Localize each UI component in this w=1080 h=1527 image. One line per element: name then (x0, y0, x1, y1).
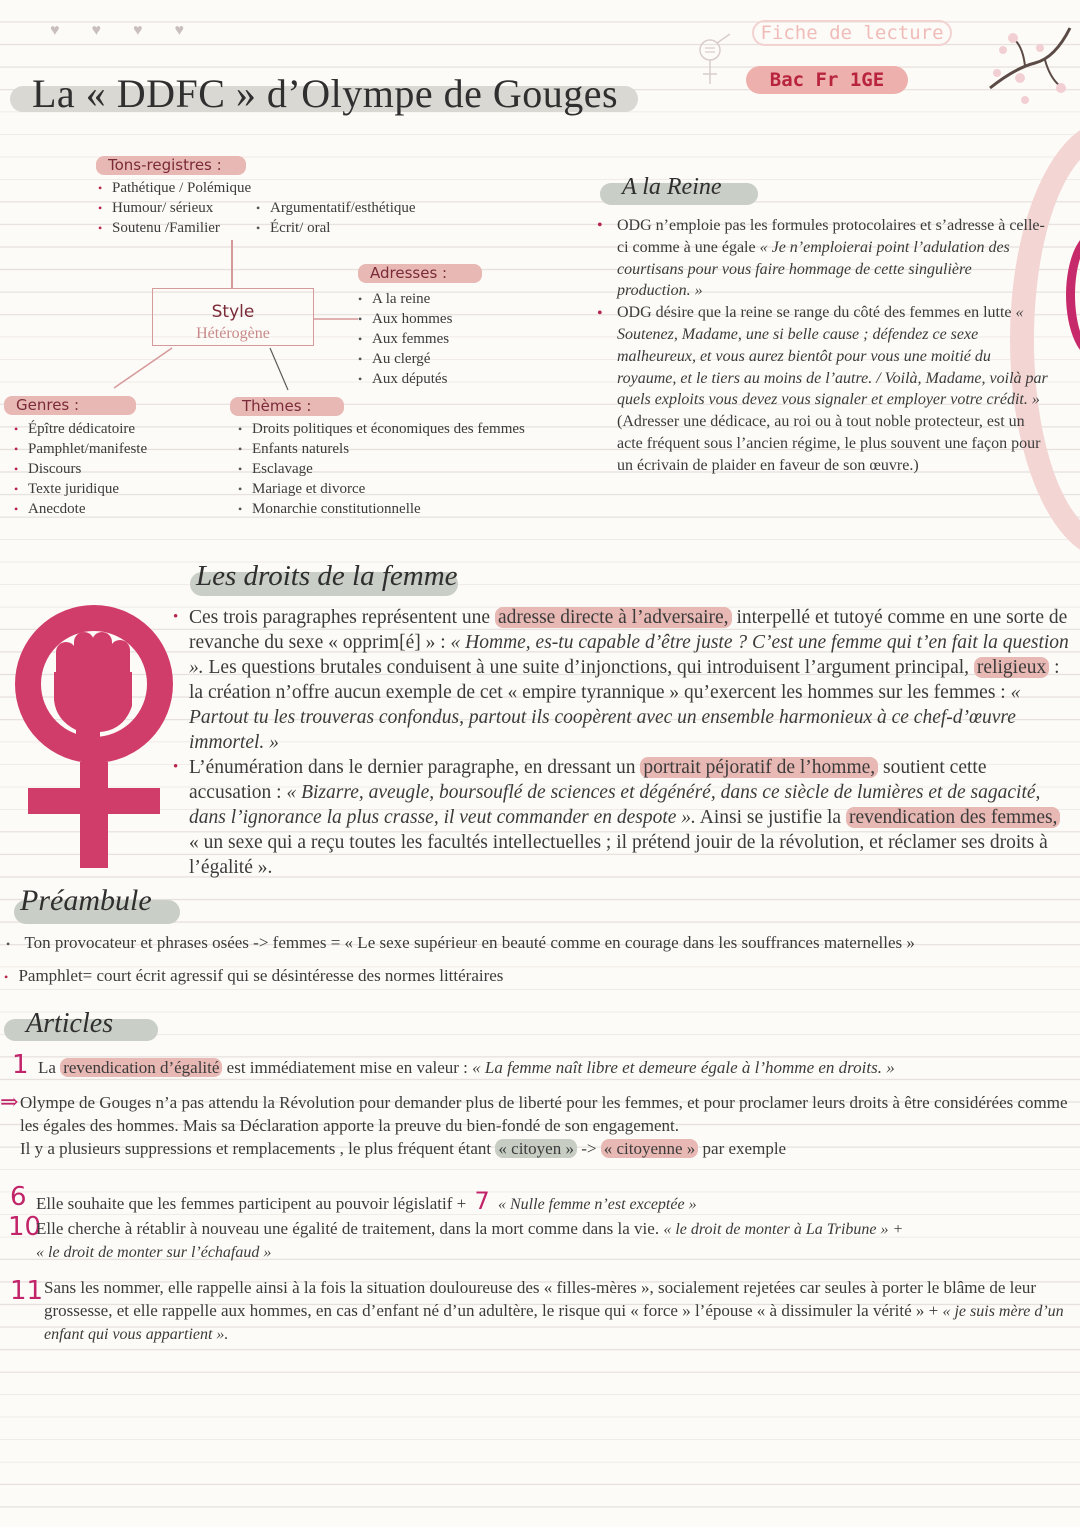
droits-title: Les droits de la femme (196, 560, 458, 592)
genre-item: • Pamphlet/manifeste (14, 439, 147, 459)
number: 10 (8, 1212, 42, 1242)
reine-p1-quote: « Je n’emploierai point l’adulation des courtisans pour vous faire hommage de cette singulière production. » (617, 238, 1010, 300)
feminist-fist-icon (14, 602, 174, 870)
quote: « je suis mère d’un enfant qui vous appartient ». (44, 1302, 1064, 1343)
preambule-text: Pamphlet= court écrit agressif qui se désintéresse des normes littéraires (18, 966, 504, 985)
reine-p2-quote: « Soutenez, Madame, une si belle cause ; défendez ce sexe malheureux, et vous aurez bientôt pour vous une moitié du royaume, et le tiers au moins de l’autre. / Voilà, Madame, voilà par quels exploits vous devez vous signaler et employer votre crédit. » (617, 304, 1048, 409)
tons-list-2 (256, 198, 416, 238)
theme-item: • Enfants naturels (238, 439, 525, 459)
bullet-icon: • (597, 217, 603, 234)
reine-p2-note: (Adresser une dédicace, au roi ou à tout noble protecteur, est un acte fréquent sous l’ancien régime, le plus souvent une façon pour un écrivain de plaider en faveur de son œuvre.) (617, 413, 1041, 474)
tons-item: • Humour/ sérieux (98, 198, 251, 218)
reine-p1-text: ODG n’emploie pas les formules protocolaires et s’adresse à celle-ci comme à une égale (617, 217, 1045, 256)
number: 6 (10, 1182, 27, 1212)
adresse-item: • Au clergé (358, 349, 452, 369)
text: interpellé et tutoyé comme en une sorte de revanche du sexe « opprim[é] » : (189, 607, 1068, 653)
bullet-icon: • (6, 937, 11, 951)
text: Les questions brutales conduisent à une suite d’injonctions, qui introduisent l’argument principal, (208, 657, 970, 678)
text: Ces trois paragraphes représentent une (189, 607, 491, 628)
number: 11 (10, 1276, 44, 1306)
quote: « La femme naît libre et demeure égale à l’homme en droits. » (472, 1058, 895, 1077)
highlight: revendication des femmes, (846, 807, 1060, 828)
article-2-text: Olympe de Gouges n’a pas attendu la Révolution pour demander plus de liberté pour les femmes, et pour proclamer leurs droits à être considérées comme les égales des hommes. Mais sa Déclaration apporte la preuve du bien-fondé de son engagement. (20, 1093, 1068, 1135)
reine-p2-text: ODG désire que la reine se range du côté des femmes en lutte (617, 304, 1012, 322)
style-box (152, 288, 314, 346)
level-tag: Bac Fr 1GE (746, 66, 908, 94)
style-label: Style (211, 302, 255, 322)
text: -> (581, 1139, 597, 1158)
genres-label: Genres : (4, 396, 136, 415)
bullet-icon: • (597, 305, 603, 322)
text: par exemple (702, 1139, 787, 1158)
preambule-line-1 (6, 932, 1080, 955)
article-11-text (44, 1277, 1074, 1347)
article-3-text (20, 1138, 1072, 1160)
adresse-item: • A la reine (358, 289, 452, 309)
theme-item: • Droits politiques et économiques des femmes (238, 419, 525, 439)
quote: « Partout tu les trouveras confondus, partout ils coopèrent avec un ensemble harmonieux à ce chef-d’œuvre immortel. » (189, 682, 1021, 753)
adresse-item: • Aux hommes (358, 309, 452, 329)
adresses-label: Adresses : (358, 264, 482, 283)
tons-item: • Argumentatif/esthétique (256, 198, 416, 218)
bullet-icon: • (173, 609, 179, 625)
quote: « Nulle femme n’est exceptée » (498, 1196, 697, 1213)
quote: « le droit de monter à La Tribune » + (663, 1221, 904, 1238)
reine-paragraph (597, 215, 1049, 477)
theme-item: • Mariage et divorce (238, 479, 525, 499)
article-number-6 (10, 1182, 27, 1212)
cherry-branch-icon (985, 18, 1075, 110)
tons-item: • Écrit/ oral (256, 218, 416, 238)
quote: « le droit de monter sur l’échafaud » (36, 1244, 272, 1261)
theme-item: • Esclavage (238, 459, 525, 479)
genre-item: • Anecdote (14, 499, 147, 519)
droits-paragraph (173, 605, 1069, 880)
tons-label: Tons-registres : (96, 156, 246, 175)
preambule-text: Ton provocateur et phrases osées -> femmes = « Le sexe supérieur en beauté comme en courage dans les souffrances maternelles » (24, 933, 915, 952)
number: 7 (474, 1187, 490, 1215)
genre-item: • Texte juridique (14, 479, 147, 499)
text: L’énumération dans le dernier paragraphe, en dressant un (189, 757, 636, 778)
connector-line (231, 240, 233, 288)
arrow-icon: ⇒ (0, 1089, 19, 1114)
highlight: « citoyenne » (601, 1139, 699, 1158)
themes-label: Thèmes : (230, 397, 344, 416)
themes-list (238, 419, 525, 519)
text: Elle souhaite que les femmes participent au pouvoir législatif + (36, 1194, 467, 1213)
tons-item: • Soutenu /Familier (98, 218, 251, 238)
genre-item: • Épître dédicatoire (14, 419, 147, 439)
adresse-item: • Aux femmes (358, 329, 452, 349)
text: soutient cette accusation : (189, 757, 987, 803)
droits-bullet-1 (173, 605, 1069, 755)
text: Ainsi se justifie la (699, 807, 842, 828)
bullet-icon: • (4, 970, 9, 984)
article-10-text (36, 1218, 1072, 1264)
article-number-11 (10, 1276, 43, 1306)
number: 1 (12, 1050, 29, 1080)
highlight: adresse directe à l’adversaire, (495, 607, 732, 628)
quote: « Homme, es-tu capable d’être juste ? C’est une femme qui t’en fait la question ». (189, 632, 1069, 678)
genres-list (14, 419, 147, 519)
text: Il y a plusieurs suppressions et remplacements , le plus fréquent étant (20, 1139, 492, 1158)
connector-lines (100, 340, 360, 400)
tons-item: • Pathétique / Polémique (98, 178, 251, 198)
text: est immédiatement mise en valeur : (226, 1058, 468, 1077)
article-number-1 (12, 1050, 29, 1080)
highlight: portrait péjoratif de l’homme, (640, 757, 878, 778)
quote: « Bizarre, aveugle, boursouflé de sciences et dégénéré, dans ce siècle de lumières et de sagacité, dans l’ignorance la plus crasse, il veut commander en despote ». (189, 782, 1041, 828)
text: Elle cherche à rétablir à nouveau une égalité de traitement, dans la mort comme dans la vie. (36, 1219, 660, 1238)
theme-item: • Monarchie constitutionnelle (238, 499, 525, 519)
tons-list-1 (98, 178, 251, 238)
text: : la création n’offre aucun exemple de cet « empire tyrannique » qu’exercent les hommes sur les femmes : (189, 657, 1060, 703)
text: La (38, 1058, 56, 1077)
gender-symbol-icon (692, 30, 736, 88)
page-title: La « DDFC » d’Olympe de Gouges (32, 71, 619, 116)
reine-title: A la Reine (622, 174, 722, 200)
text: Sans les nommer, elle rappelle ainsi à la fois la situation douloureuse des « filles-mères », socialement rejetées car seules à porter le blâme de leur grossesse, et elle rappelle aux hommes, en cas d’enfant né d’un adultère, le risque qui « force » l’épouse « à dissimuler la vérité » + (44, 1278, 1037, 1320)
hearts-decoration: ♥ ♥ ♥ ♥ (50, 22, 198, 39)
bullet-icon: • (173, 759, 179, 775)
highlight: « citoyen » (495, 1139, 577, 1158)
articles-title: Articles (26, 1008, 114, 1039)
article-6-text (36, 1187, 1066, 1216)
arrow-to-adresses (314, 312, 364, 326)
adresses-list (358, 289, 452, 389)
droits-bullet-2 (173, 755, 1069, 880)
style-sub: Hétérogène (196, 325, 270, 342)
adresse-item: • Aux députés (358, 369, 452, 389)
reading-sheet-tag: Fiche de lecture (752, 20, 952, 46)
genre-item: • Discours (14, 459, 147, 479)
text: « un sexe qui a reçu toutes les facultés intellectuelles ; il prétend jouir de la révolution, et réclamer ses droits à l’égalité ». (189, 832, 1048, 878)
preambule-title: Préambule (20, 884, 152, 917)
article-1-text (38, 1057, 1068, 1079)
highlight: revendication d’égalité (60, 1058, 222, 1077)
highlight: religieux (974, 657, 1049, 678)
preambule-line-2 (4, 965, 1004, 988)
